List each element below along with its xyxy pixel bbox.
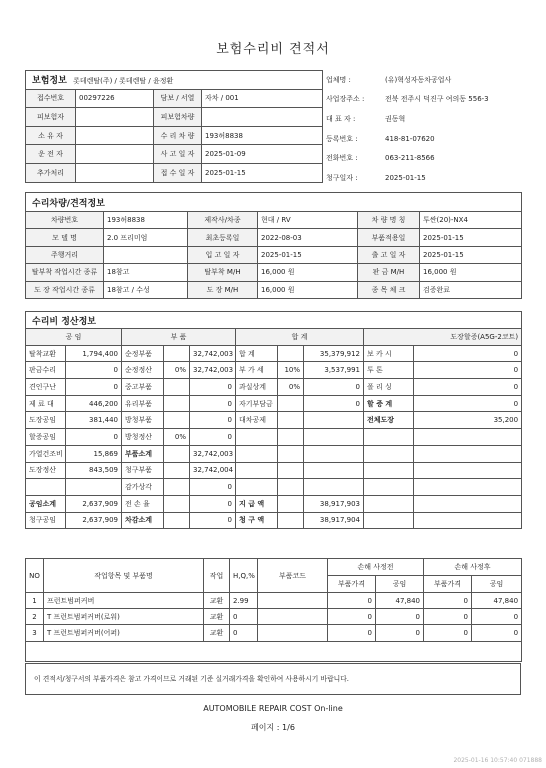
part-no: 1 <box>26 593 44 609</box>
vehicle-value: 2025-01-15 <box>420 229 522 246</box>
total-label: 부 가 세 <box>236 362 278 379</box>
vehicle-value: 2022-08-03 <box>258 229 358 246</box>
total-rate: 0% <box>278 379 304 396</box>
labor-label <box>26 479 66 496</box>
vehicle-section-title: 수리차량/견적정보 <box>26 193 522 212</box>
after-adjust-header: 손해 사정후 <box>424 559 522 576</box>
before-price: 0 <box>328 593 376 609</box>
paint-label <box>364 445 414 462</box>
vehicle-value: 16,000 원 <box>258 264 358 281</box>
labor-label: 가열건조비 <box>26 445 66 462</box>
labor-header: 공 임 <box>26 329 122 346</box>
paint-label: 투 톤 <box>364 362 414 379</box>
vehicle-label: 도 장 작업시간 종류 <box>26 281 104 298</box>
labor-value <box>66 479 122 496</box>
paint-label: 전체도장 <box>364 412 414 429</box>
paint-value: 35,200 <box>414 412 522 429</box>
part-hq: 0 <box>230 609 258 625</box>
shop-info <box>326 70 531 188</box>
footer-service: AUTOMOBILE REPAIR COST On-line <box>203 704 343 713</box>
insured-label: 피보험자 <box>26 108 76 127</box>
part-code-header: 부품코드 <box>258 559 328 593</box>
after-labor: 0 <box>472 625 522 641</box>
parts-label: 순정정산 <box>122 362 164 379</box>
after-price-header: 부품가격 <box>424 576 472 593</box>
before-labor: 47,840 <box>376 593 424 609</box>
vehicle-value: 18참고 <box>104 264 188 281</box>
labor-value: 2,637,909 <box>66 512 122 529</box>
labor-value: 446,200 <box>66 395 122 412</box>
vehicle-label: 출 고 일 자 <box>358 246 420 263</box>
labor-label: 견인구난 <box>26 379 66 396</box>
extra-value <box>76 163 154 182</box>
vehicle-label: 부품적용일 <box>358 229 420 246</box>
paint-label: 폴 리 싱 <box>364 379 414 396</box>
repair-car-label: 수 리 차 량 <box>154 126 202 145</box>
cost-table <box>25 311 522 529</box>
footer-timestamp: 2025-01-16 10:57:40 071888 <box>453 757 542 764</box>
total-rate <box>278 462 304 479</box>
insured-car-value <box>202 108 323 127</box>
page-title: 보험수리비 견적서 <box>216 42 330 57</box>
before-labor-header: 공임 <box>376 576 424 593</box>
parts-value: 0 <box>190 512 236 529</box>
insured-car-label: 피보험차량 <box>154 108 202 127</box>
total-rate <box>278 429 304 446</box>
shop-key: 전화번호 : <box>326 154 358 163</box>
shop-row <box>326 70 531 90</box>
repair-car-value: 193허8838 <box>202 126 323 145</box>
part-no: 3 <box>26 625 44 641</box>
labor-value: 2,637,909 <box>66 495 122 512</box>
labor-label: 판금수리 <box>26 362 66 379</box>
parts-value: 32,742,004 <box>190 462 236 479</box>
parts-value: 32,742,003 <box>190 345 236 362</box>
parts-label: 중고부품 <box>122 379 164 396</box>
parts-value: 0 <box>190 379 236 396</box>
labor-label: 제 료 대 <box>26 395 66 412</box>
total-label <box>236 445 278 462</box>
labor-value: 381,440 <box>66 412 122 429</box>
parts-value: 0 <box>190 495 236 512</box>
paint-value <box>414 462 522 479</box>
parts-blank-row <box>26 641 522 661</box>
shop-key: 등록번호 : <box>326 134 358 143</box>
total-rate <box>278 412 304 429</box>
receipt-date-label: 접 수 일 자 <box>154 163 202 182</box>
total-header: 합 계 <box>236 329 364 346</box>
paint-value: 0 <box>414 345 522 362</box>
shop-row <box>326 168 531 188</box>
vehicle-info-table <box>25 192 522 299</box>
shop-value: 2025-01-15 <box>385 173 426 182</box>
no-header: NO <box>26 559 44 593</box>
parts-rate <box>164 462 190 479</box>
driver-value <box>76 145 154 164</box>
total-value <box>304 445 364 462</box>
vehicle-value: 193허8838 <box>104 212 188 229</box>
parts-value: 32,742,003 <box>190 445 236 462</box>
before-price-header: 부품가격 <box>328 576 376 593</box>
insurer-value: 롯데렌탈(주) / 롯데렌탈 / 윤정환 <box>73 77 174 86</box>
vehicle-label: 차 량 명 칭 <box>358 212 420 229</box>
total-rate <box>278 395 304 412</box>
parts-value: 0 <box>190 395 236 412</box>
total-label: 지 급 액 <box>236 495 278 512</box>
vehicle-value: 투싼(20)-NX4 <box>420 212 522 229</box>
total-rate <box>278 479 304 496</box>
parts-rate <box>164 479 190 496</box>
shop-value: (유)혁성자동차공업사 <box>385 75 452 84</box>
after-price: 0 <box>424 625 472 641</box>
paint-label: 보 카 시 <box>364 345 414 362</box>
part-hq: 2.99 <box>230 593 258 609</box>
labor-value: 0 <box>66 362 122 379</box>
shop-key: 사업장주소 : <box>326 95 365 104</box>
part-name: T 프런트범퍼커버(로워) <box>44 609 204 625</box>
before-labor: 0 <box>376 609 424 625</box>
before-price: 0 <box>328 625 376 641</box>
shop-key: 대 표 자 : <box>326 114 356 123</box>
notice: 이 견적서/청구서의 부품가격은 참고 가격이므로 거래된 기준 실거래가격을 확인하여 사용하시기 바랍니다. <box>25 663 521 695</box>
total-value: 35,379,912 <box>304 345 364 362</box>
labor-value: 1,794,400 <box>66 345 122 362</box>
receipt-date-value: 2025-01-15 <box>202 163 323 182</box>
parts-label: 감가상각 <box>122 479 164 496</box>
cost-section-title: 수리비 정산정보 <box>26 312 522 329</box>
parts-value: 32,742,003 <box>190 362 236 379</box>
accident-date-label: 사 고 일 자 <box>154 145 202 164</box>
part-name: 프런트범퍼커버 <box>44 593 204 609</box>
after-price: 0 <box>424 609 472 625</box>
total-value <box>304 462 364 479</box>
parts-label: 차감소계 <box>122 512 164 529</box>
parts-table <box>25 558 522 662</box>
total-value: 38,917,903 <box>304 495 364 512</box>
labor-value: 15,869 <box>66 445 122 462</box>
after-labor-header: 공임 <box>472 576 522 593</box>
shop-value: 418-81-07620 <box>385 134 435 143</box>
labor-label: 탈착교환 <box>26 345 66 362</box>
parts-header: 부 품 <box>122 329 236 346</box>
total-rate <box>278 445 304 462</box>
total-value: 0 <box>304 395 364 412</box>
after-labor: 0 <box>472 609 522 625</box>
parts-rate <box>164 395 190 412</box>
total-rate <box>278 345 304 362</box>
before-adjust-header: 손해 사정전 <box>328 559 424 576</box>
vehicle-label: 탈부착 M/H <box>188 264 258 281</box>
paint-surcharge-header: 도장할증(A5G-2코트) <box>364 329 522 346</box>
vehicle-value: 현대 / RV <box>258 212 358 229</box>
vehicle-label: 모 델 명 <box>26 229 104 246</box>
shop-value: 063-211-8566 <box>385 154 435 163</box>
vehicle-value: 16,000 원 <box>258 281 358 298</box>
paint-label <box>364 429 414 446</box>
part-work: 교환 <box>204 593 230 609</box>
parts-label: 방청정산 <box>122 429 164 446</box>
paint-label <box>364 479 414 496</box>
parts-rate <box>164 445 190 462</box>
total-rate: 10% <box>278 362 304 379</box>
receipt-no-label: 접수번호 <box>26 89 76 108</box>
vehicle-value: 검증완료 <box>420 281 522 298</box>
footer-page: 페이지 : 1/6 <box>251 723 295 732</box>
receipt-no-value: 00297226 <box>76 89 154 108</box>
total-rate <box>278 495 304 512</box>
total-value: 38,917,904 <box>304 512 364 529</box>
handler-value: 자차 / 001 <box>202 89 323 108</box>
part-no: 2 <box>26 609 44 625</box>
part-code <box>258 593 328 609</box>
vehicle-label: 주행거리 <box>26 246 104 263</box>
labor-value: 0 <box>66 379 122 396</box>
parts-rate: 0% <box>164 429 190 446</box>
after-labor: 47,840 <box>472 593 522 609</box>
work-header: 작업 <box>204 559 230 593</box>
vehicle-value: 18참고 / 수성 <box>104 281 188 298</box>
total-label <box>236 479 278 496</box>
part-code <box>258 609 328 625</box>
total-value: 0 <box>304 379 364 396</box>
vehicle-label: 최초등록일 <box>188 229 258 246</box>
shop-row <box>326 148 531 168</box>
parts-label: 순정부품 <box>122 345 164 362</box>
part-work: 교환 <box>204 609 230 625</box>
before-price: 0 <box>328 609 376 625</box>
paint-value: 0 <box>414 379 522 396</box>
vehicle-label: 입 고 일 자 <box>188 246 258 263</box>
paint-value: 0 <box>414 362 522 379</box>
labor-label: 할증공임 <box>26 429 66 446</box>
insurance-info-table <box>25 70 323 183</box>
shop-row <box>326 90 531 110</box>
total-label: 청 구 액 <box>236 512 278 529</box>
vehicle-value: 2025-01-15 <box>420 246 522 263</box>
vehicle-label: 종 목 체 크 <box>358 281 420 298</box>
vehicle-value: 2.0 프리미엄 <box>104 229 188 246</box>
parts-label: 전 손 율 <box>122 495 164 512</box>
total-value <box>304 479 364 496</box>
insurance-section-title: 보험정보 <box>32 76 67 87</box>
insured-value <box>76 108 154 127</box>
paint-label <box>364 495 414 512</box>
paint-label <box>364 512 414 529</box>
after-price: 0 <box>424 593 472 609</box>
vehicle-label: 도 장 M/H <box>188 281 258 298</box>
total-value: 3,537,991 <box>304 362 364 379</box>
paint-value <box>414 512 522 529</box>
hq-header: H,Q,% <box>230 559 258 593</box>
parts-rate: 0% <box>164 362 190 379</box>
part-work: 교환 <box>204 625 230 641</box>
driver-label: 운 전 자 <box>26 145 76 164</box>
paint-label: 할 증 계 <box>364 395 414 412</box>
total-value <box>304 412 364 429</box>
vehicle-label: 탈부착 작업시간 종류 <box>26 264 104 281</box>
parts-value: 0 <box>190 429 236 446</box>
parts-label: 부품소계 <box>122 445 164 462</box>
vehicle-label: 제작사/차종 <box>188 212 258 229</box>
paint-value <box>414 445 522 462</box>
parts-blank-cell <box>26 641 522 661</box>
owner-value <box>76 126 154 145</box>
parts-rate <box>164 512 190 529</box>
parts-label: 유리부품 <box>122 395 164 412</box>
parts-rate <box>164 379 190 396</box>
parts-value: 0 <box>190 412 236 429</box>
shop-value: 권동혁 <box>385 114 406 123</box>
shop-value: 전북 전주시 덕진구 여의동 556-3 <box>385 95 489 104</box>
total-label: 합 계 <box>236 345 278 362</box>
paint-value <box>414 495 522 512</box>
part-code <box>258 625 328 641</box>
vehicle-value: 16,000 원 <box>420 264 522 281</box>
vehicle-label: 판 금 M/H <box>358 264 420 281</box>
labor-value: 0 <box>66 429 122 446</box>
extra-label: 추가처리 <box>26 163 76 182</box>
shop-row <box>326 109 531 129</box>
total-label <box>236 429 278 446</box>
accident-date-value: 2025-01-09 <box>202 145 323 164</box>
parts-value: 0 <box>190 479 236 496</box>
before-labor: 0 <box>376 625 424 641</box>
shop-key: 업체명 : <box>326 75 351 84</box>
total-value <box>304 429 364 446</box>
paint-value: 0 <box>414 395 522 412</box>
total-label: 과실상계 <box>236 379 278 396</box>
vehicle-label: 차량번호 <box>26 212 104 229</box>
owner-label: 소 유 자 <box>26 126 76 145</box>
item-header: 작업항목 및 부품명 <box>44 559 204 593</box>
labor-value: 843,509 <box>66 462 122 479</box>
paint-value <box>414 429 522 446</box>
parts-rate <box>164 495 190 512</box>
shop-row <box>326 129 531 149</box>
paint-value <box>414 479 522 496</box>
total-rate <box>278 512 304 529</box>
paint-label <box>364 462 414 479</box>
total-label: 대차공제 <box>236 412 278 429</box>
labor-label: 청구공임 <box>26 512 66 529</box>
labor-label: 도장정산 <box>26 462 66 479</box>
labor-label: 도장공임 <box>26 412 66 429</box>
total-label: 자기부담금 <box>236 395 278 412</box>
vehicle-value: 2025-01-15 <box>258 246 358 263</box>
handler-label: 담보 / 서열 <box>154 89 202 108</box>
labor-label: 공임소계 <box>26 495 66 512</box>
part-hq: 0 <box>230 625 258 641</box>
parts-label: 방청부품 <box>122 412 164 429</box>
parts-label: 청구부품 <box>122 462 164 479</box>
vehicle-value <box>104 246 188 263</box>
total-label <box>236 462 278 479</box>
parts-rate <box>164 412 190 429</box>
part-name: T 프런트범퍼커버(어퍼) <box>44 625 204 641</box>
parts-rate <box>164 345 190 362</box>
shop-key: 청구일자 : <box>326 173 358 182</box>
